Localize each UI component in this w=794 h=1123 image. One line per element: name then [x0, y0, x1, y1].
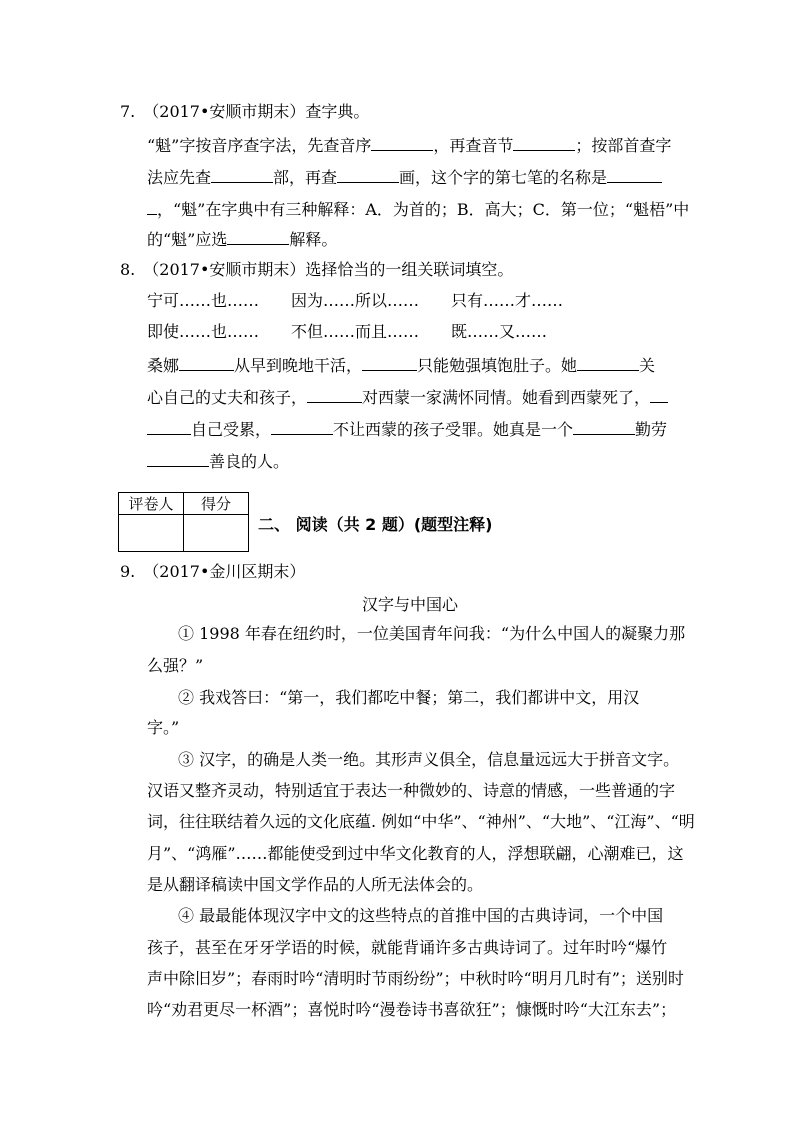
text: 桑娜	[147, 356, 180, 375]
article-line: 孩子，甚至在牙牙学语的时候，就能背诵许多古典诗词了。过年时吟“爆竹	[147, 938, 668, 957]
text: 对西蒙一家满怀同情。她看到西蒙死了，	[362, 388, 651, 407]
article-line: ① 1998 年春在纽约时，一位美国青年问我：“为什么中国人的凝聚力那	[178, 624, 686, 643]
question-8-passage-line-3	[147, 418, 667, 440]
blank-stroke-name-cont	[147, 198, 157, 215]
text: ，再查音节	[433, 136, 514, 155]
text: 关	[639, 356, 656, 375]
blank-stroke-name[interactable]	[607, 166, 662, 183]
section-heading: 二、 阅读（共 2 题）(题型注释)	[258, 515, 493, 534]
article-line: ④ 最最能体现汉字中文的这些特点的首推中国的古典诗词，一个中国	[178, 906, 664, 925]
article-line: 字。”	[147, 718, 180, 737]
text: 勤劳	[635, 420, 668, 439]
score-table	[118, 492, 249, 552]
article-line: 吟“劝君更尽一杯酒”；喜悦时吟“漫卷诗书喜欲狂”；慷慨时吟“大江东去”；	[147, 1000, 677, 1019]
conjunction-options-row-1: 宁可……也…… 因为……所以…… 只有……才……	[147, 291, 564, 310]
blank-yinjie[interactable]	[513, 134, 575, 151]
text: 画，这个字的第七笔的名称是	[399, 168, 608, 187]
question-7-line-1	[147, 134, 671, 156]
blank-meaning[interactable]	[227, 228, 289, 245]
article-title: 汉字与中国心	[362, 595, 459, 614]
article-line: 么强？”	[147, 656, 204, 675]
question-8-heading: 8. （2017•安顺市期末）选择恰当的一组关联词填空。	[120, 260, 514, 279]
question-8-passage-line-1	[147, 354, 655, 376]
blank-4[interactable]	[307, 386, 362, 403]
blank-3[interactable]	[577, 354, 639, 371]
conjunction-options-row-2: 即使……也…… 不但……而且…… 既……又……	[147, 322, 548, 341]
blank-huashu[interactable]	[337, 166, 399, 183]
text: 部，再查	[273, 168, 338, 187]
question-9-heading: 9. （2017•金川区期末）	[120, 562, 306, 581]
text: ，“魁”在字典中有三种解释：A．为首的；B．高大；C．第一位；“魁梧”中	[157, 200, 690, 219]
score-header-score: 得分	[184, 493, 249, 515]
question-7-line-2	[147, 166, 662, 188]
blank-5-cont	[147, 418, 191, 435]
text: 解释。	[289, 230, 338, 249]
score-header-grader: 评卷人	[119, 493, 184, 515]
article-line: 词，往往联结着久远的文化底蕴. 例如“中华”、“神州”、“大地”、“江海”、“明	[147, 812, 695, 831]
question-8-passage-line-2	[147, 386, 668, 408]
text: ；按部首查字	[575, 136, 672, 155]
blank-7[interactable]	[573, 418, 635, 435]
score-cell-score[interactable]	[184, 515, 249, 552]
blank-5[interactable]	[650, 386, 668, 403]
article-line: ③ 汉字，的确是人类一绝。其形声义俱全，信息量远远大于拼音文字。	[178, 750, 680, 769]
question-7-line-4	[147, 228, 337, 250]
blank-6[interactable]	[271, 418, 333, 435]
article-line: 月”、“鸿雁”……都能使受到过中华文化教育的人，浮想联翩，心潮难已，这	[147, 844, 684, 863]
blank-8[interactable]	[147, 450, 209, 467]
text: 的“魁”应选	[147, 230, 228, 249]
text: 不让西蒙的孩子受罪。她真是一个	[333, 420, 574, 439]
blank-yinxu[interactable]	[371, 134, 433, 151]
score-cell-grader[interactable]	[119, 515, 184, 552]
text: 法应先查	[147, 168, 212, 187]
text: 只能勉强填饱肚子。她	[417, 356, 578, 375]
question-7-line-3	[147, 198, 689, 220]
text: 从早到晚地干活，	[234, 356, 363, 375]
question-8-passage-line-4	[147, 450, 289, 472]
text: 善良的人。	[209, 452, 290, 471]
blank-bushou[interactable]	[211, 166, 273, 183]
blank-2[interactable]	[362, 354, 417, 371]
text: “魁”字按音序查字法，先查音序	[147, 136, 372, 155]
text: 自己受累，	[191, 420, 272, 439]
article-line: 声中除旧岁”；春雨时吟“清明时节雨纷纷”；中秋时吟“明月几时有”；送别时	[147, 969, 684, 988]
blank-1[interactable]	[179, 354, 234, 371]
article-line: 汉语又整齐灵动，特别适宜于表达一种微妙的、诗意的情感，一些普通的字	[147, 781, 676, 800]
article-line: 是从翻译稿读中国文学作品的人所无法体会的。	[147, 875, 484, 894]
text: 心自己的丈夫和孩子，	[147, 388, 308, 407]
article-line: ② 我戏答曰：“第一，我们都吃中餐；第二，我们都讲中文，用汉	[178, 688, 640, 707]
question-7-heading: 7. （2017•安顺市期末）查字典。	[120, 102, 370, 121]
